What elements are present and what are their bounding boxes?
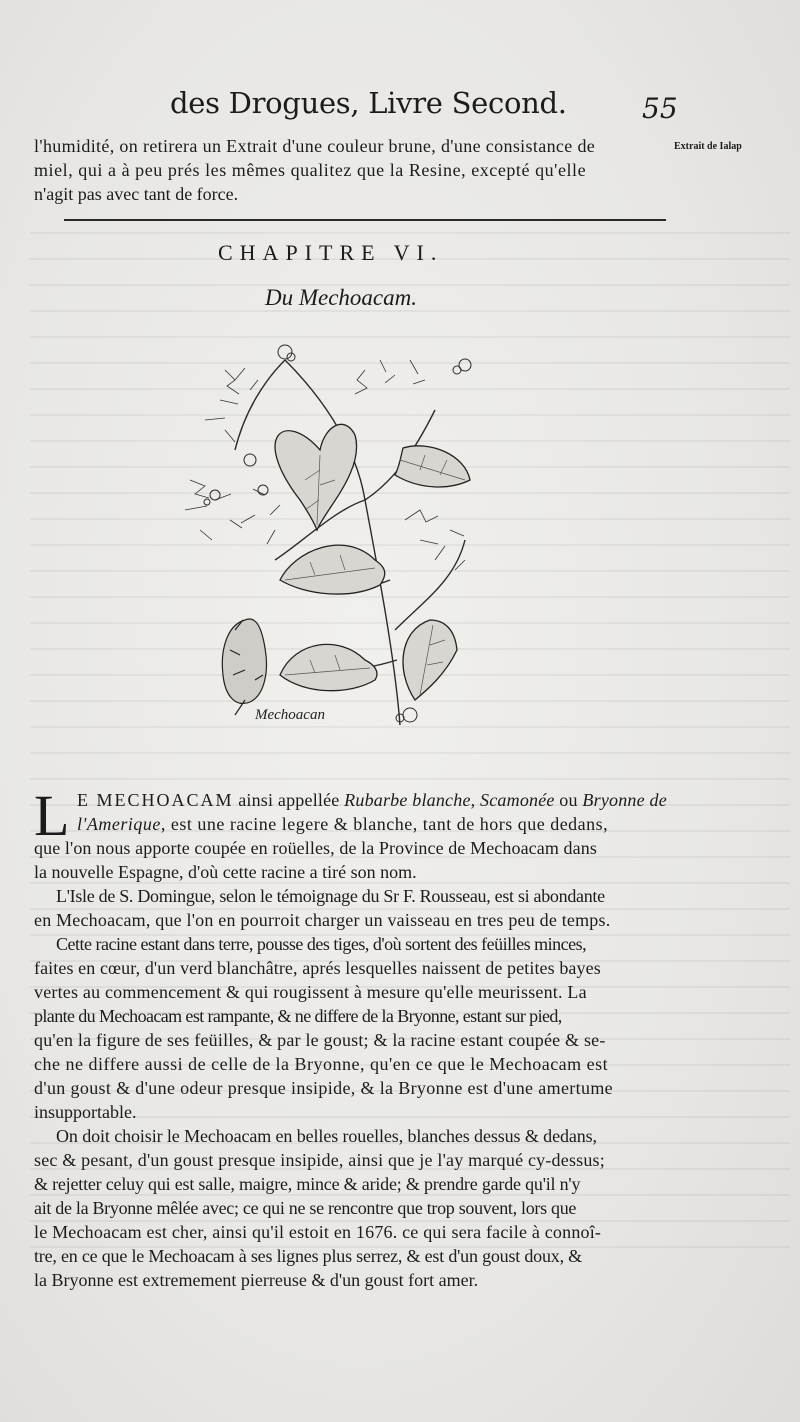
running-title: des Drogues, Livre Second. (170, 86, 567, 120)
body-line-21: la Bryonne est extremement pierreuse & d'un goust fort amer. (34, 1270, 479, 1290)
body-line-5: L'Isle de S. Domingue, selon le témoignage du Sr F. Rousseau, est si abondante (56, 886, 605, 906)
first-line-small-caps: E MECHOACAM (77, 790, 234, 810)
body-line-15: On doit choisir le Mechoacam en belles rouelles, blanches dessus & dedans, (56, 1126, 597, 1146)
body-line-10: plante du Mechoacam est rampante, & ne differe de la Bryonne, estant sur pied, (34, 1006, 562, 1026)
body-line-14: insupportable. (34, 1102, 137, 1122)
section-rule (64, 219, 666, 221)
body-line-9: vertes au commencement & qui rougissent à mesure qu'elle meurissent. La (34, 982, 587, 1002)
figure-caption: Mechoacan (255, 707, 325, 723)
margin-note: Extrait de Ialap (674, 141, 742, 152)
first-line-text-b: ou (554, 790, 583, 810)
body-line-6: en Mechoacam, que l'on en pourroit charger un vaisseau en tres peu de temps. (34, 910, 611, 930)
body-line-3: que l'on nous apporte coupée en roüelles, de la Province de Mechoacam dans (34, 838, 597, 858)
second-line-italic: l'Amerique (77, 814, 161, 834)
chapter-title: Du Mechoacam. (265, 285, 418, 310)
body-line-8: faites en cœur, d'un verd blanchâtre, aprés lesquelles naissent de petites bayes (34, 958, 601, 978)
mechoacam-plant-illustration (165, 330, 510, 730)
drop-cap: L (34, 783, 70, 848)
intro-line-3: n'agit pas avec tant de force. (34, 184, 239, 204)
intro-line-2: miel, qui a à peu prés les mêmes qualitez que la Resine, excepté qu'elle (34, 160, 587, 180)
body-line-18: ait de la Bryonne mêlée avec; ce qui ne se rencontre que trop souvent, lors que (34, 1198, 577, 1218)
body-line-13: d'un goust & d'une odeur presque insipide, & la Bryonne est d'une amertume (34, 1078, 614, 1098)
body-line-2 (77, 812, 608, 836)
body-line-4: la nouvelle Espagne, d'où cette racine a tiré son nom. (34, 862, 417, 882)
body-line-11: qu'en la figure de ses feüilles, & par le goust; & la racine estant coupée & se- (34, 1030, 606, 1050)
body-line-20: tre, en ce que le Mechoacam à ses lignes plus serrez, & est d'un goust doux, & (34, 1246, 582, 1266)
first-line-italic-b: Bryonne de (582, 790, 667, 810)
body-line-1 (77, 788, 667, 812)
page-number: 55 (642, 92, 678, 125)
second-line-text: , est une racine legere & blanche, tant de hors que dedans, (160, 814, 609, 834)
body-line-16: sec & pesant, d'un goust presque insipide, ainsi que je l'ay marqué cy-dessus; (34, 1150, 605, 1170)
intro-line-1: l'humidité, on retirera un Extrait d'une couleur brune, d'une consistance de (34, 136, 596, 156)
first-line-italic-a: Rubarbe blanche, Scamonée (344, 790, 555, 810)
chapter-heading: CHAPITRE VI. (218, 240, 444, 265)
body-line-19: le Mechoacam est cher, ainsi qu'il estoit en 1676. ce qui sera facile à connoî- (34, 1222, 602, 1242)
body-line-7: Cette racine estant dans terre, pousse des tiges, d'où sortent des feüilles minces, (56, 934, 587, 954)
body-line-17: & rejetter celuy qui est salle, maigre, mince & aride; & prendre garde qu'il n'y (34, 1174, 581, 1194)
body-line-12: che ne differe aussi de celle de la Bryonne, qu'en ce que le Mechoacam est (34, 1054, 609, 1074)
first-line-text-a: ainsi appellée (233, 790, 345, 810)
